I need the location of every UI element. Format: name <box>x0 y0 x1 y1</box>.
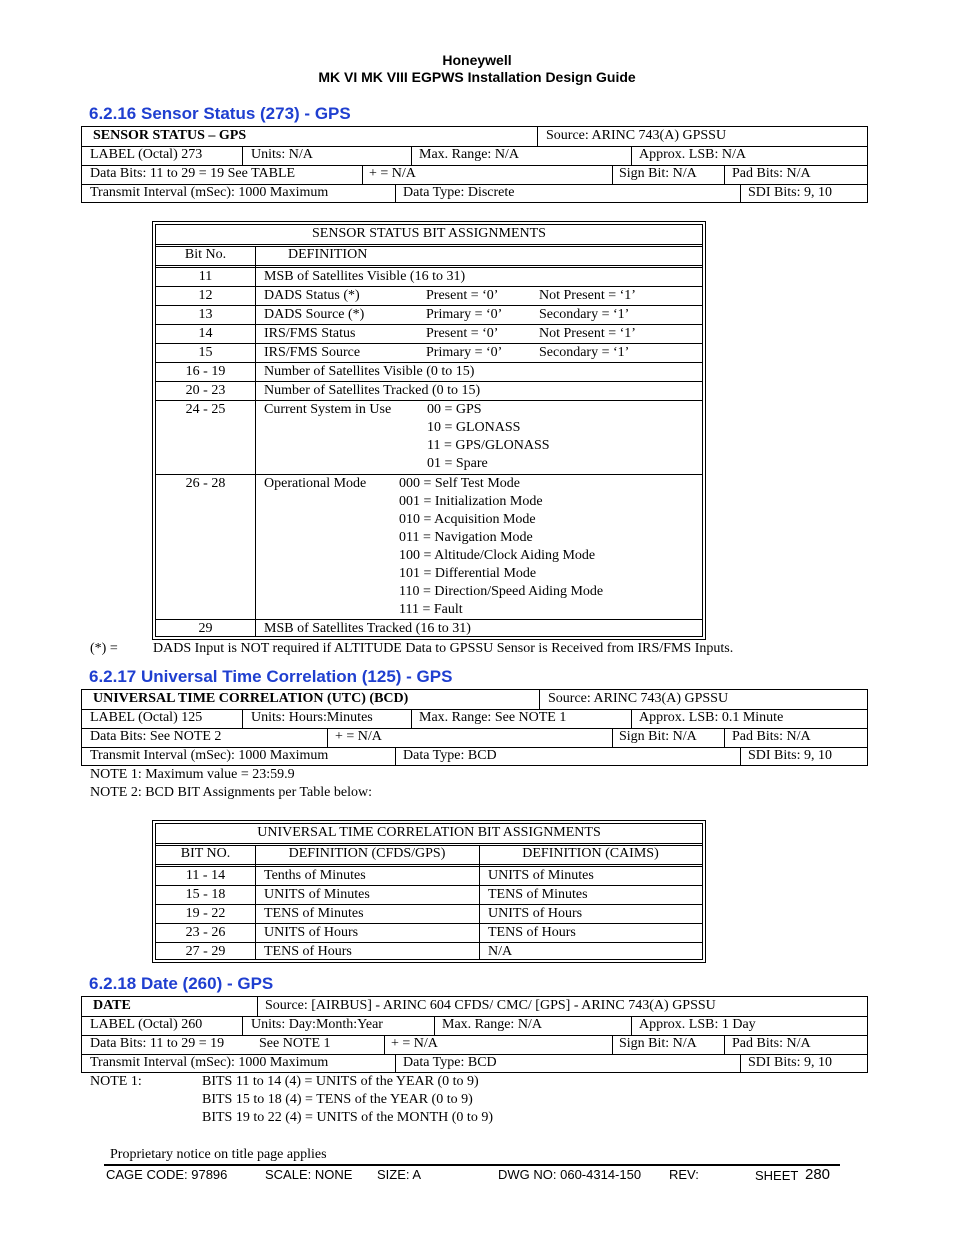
label-source: Source: [AIRBUS] - ARINC 604 CFDS/ CMC/ [GPS] - ARINC 743(A) GPSSU <box>265 998 716 1013</box>
label-units: Units: Hours:Minutes <box>251 710 373 725</box>
bit-value: 00 = GPS <box>427 402 482 417</box>
bit-definition: DADS Status (*) <box>264 288 360 303</box>
utc-bit: 27 - 29 <box>185 944 226 959</box>
label-max-range: Max. Range: N/A <box>442 1017 542 1032</box>
utc-def-caims: UNITS of Hours <box>488 906 583 921</box>
date-note-line: BITS 15 to 18 (4) = TENS of the YEAR (0 to 9) <box>202 1092 473 1107</box>
label-spec-table-273 <box>81 126 868 203</box>
label-max-range: Max. Range: N/A <box>419 147 519 162</box>
bit-value: 101 = Differential Mode <box>399 566 537 581</box>
bit-definition: Number of Satellites Tracked (0 to 15) <box>264 383 481 398</box>
bit-value: 001 = Initialization Mode <box>399 494 543 509</box>
bit-definition: IRS/FMS Source <box>264 345 361 360</box>
utc-def-caims: TENS of Hours <box>488 925 576 940</box>
bit-number: 24 - 25 <box>185 402 226 417</box>
bit-value: 01 = Spare <box>427 456 488 471</box>
bit-number: 11 <box>198 269 213 284</box>
date-note-line: BITS 19 to 22 (4) = UNITS of the MONTH (0 to 9) <box>202 1110 493 1125</box>
utc-def-cfds: TENS of Minutes <box>264 906 364 921</box>
proprietary-notice: Proprietary notice on title page applies <box>110 1147 327 1162</box>
label-spec-table-125 <box>81 689 868 766</box>
label-pad-bits: Pad Bits: N/A <box>732 729 811 744</box>
label-plus-equals: + = N/A <box>369 166 416 181</box>
label-name: DATE <box>93 998 131 1013</box>
company-name: Honeywell <box>442 52 512 68</box>
label-data-bits: Data Bits: 11 to 29 = 19 See TABLE <box>90 166 296 181</box>
utc-bit: 15 - 18 <box>185 887 226 902</box>
label-lsb: Approx. LSB: 1 Day <box>639 1017 756 1032</box>
label-lsb: Approx. LSB: N/A <box>639 147 746 162</box>
bit-value: 000 = Self Test Mode <box>399 476 520 491</box>
label-max-range: Max. Range: See NOTE 1 <box>419 710 567 725</box>
bit-number: 16 - 19 <box>185 364 226 379</box>
label-data-bits-note: See NOTE 1 <box>259 1036 331 1051</box>
bit-definition: Current System in Use <box>264 402 392 417</box>
sheet-label: SHEET <box>755 1168 799 1183</box>
utc-bit-table <box>152 820 706 963</box>
label-data-type: Data Type: BCD <box>403 748 497 763</box>
bit-value: 010 = Acquisition Mode <box>399 512 536 527</box>
utc-def-caims: TENS of Minutes <box>488 887 588 902</box>
bit-value-0: Present = ‘0’ <box>426 288 499 303</box>
col-header-definition: DEFINITION <box>288 247 368 262</box>
bit-definition: Number of Satellites Visible (0 to 15) <box>264 364 475 379</box>
label-plus-equals: + = N/A <box>335 729 382 744</box>
bit-definition: IRS/FMS Status <box>264 326 356 341</box>
utc-bit: 11 - 14 <box>185 868 226 883</box>
col-header-caims: DEFINITION (CAIMS) <box>522 846 659 861</box>
bit-value: 11 = GPS/GLONASS <box>427 438 550 453</box>
section-heading-sensor-status: 6.2.16 Sensor Status (273) - GPS <box>89 104 351 123</box>
sensor-status-bit-table <box>152 221 706 640</box>
date-note-key: NOTE 1: <box>90 1074 142 1089</box>
bit-definition: DADS Source (*) <box>264 307 365 322</box>
bit-value-1: Not Present = ‘1’ <box>539 326 636 341</box>
sheet-number: 280 <box>805 1166 831 1183</box>
bit-number: 29 <box>198 621 213 636</box>
bit-value-1: Secondary = ‘1’ <box>539 307 630 322</box>
label-octal: LABEL (Octal) 260 <box>90 1017 203 1032</box>
label-source: Source: ARINC 743(A) GPSSU <box>548 691 729 706</box>
label-units: Units: N/A <box>251 147 313 162</box>
bit-number: 12 <box>198 288 213 303</box>
label-name: SENSOR STATUS – GPS <box>93 128 247 143</box>
section-heading-date: 6.2.18 Date (260) - GPS <box>89 974 274 993</box>
label-sign-bit: Sign Bit: N/A <box>619 729 697 744</box>
note-1: NOTE 1: Maximum value = 23:59.9 <box>90 767 295 782</box>
label-sdi-bits: SDI Bits: 9, 10 <box>748 185 833 200</box>
label-octal: LABEL (Octal) 273 <box>90 147 203 162</box>
cage-code: CAGE CODE: 97896 <box>106 1167 228 1182</box>
utc-def-caims: UNITS of Minutes <box>488 868 594 883</box>
col-header-bit: Bit No. <box>184 247 227 262</box>
size: SIZE: A <box>377 1167 422 1182</box>
bit-value: 111 = Fault <box>399 602 463 617</box>
note-text: DADS Input is NOT required if ALTITUDE Data to GPSSU Sensor is Received from IRS/FMS Inputs. <box>153 641 734 656</box>
label-units: Units: Day:Month:Year <box>251 1017 383 1032</box>
bit-number: 20 - 23 <box>185 383 226 398</box>
document-title: MK VI MK VIII EGPWS Installation Design Guide <box>318 69 636 85</box>
bit-definition: MSB of Satellites Visible (16 to 31) <box>264 269 466 284</box>
label-name: UNIVERSAL TIME CORRELATION (UTC) (BCD) <box>93 691 409 706</box>
utc-def-caims: N/A <box>488 944 513 959</box>
utc-def-cfds: TENS of Hours <box>264 944 352 959</box>
revision: REV: <box>669 1167 699 1182</box>
label-source: Source: ARINC 743(A) GPSSU <box>546 128 727 143</box>
label-sign-bit: Sign Bit: N/A <box>619 1036 697 1051</box>
label-lsb: Approx. LSB: 0.1 Minute <box>639 710 784 725</box>
bit-number: 13 <box>198 307 213 322</box>
bit-value-0: Primary = ‘0’ <box>426 345 503 360</box>
bit-definition: MSB of Satellites Tracked (16 to 31) <box>264 621 471 636</box>
bit-value-0: Primary = ‘0’ <box>426 307 503 322</box>
label-transmit-interval: Transmit Interval (mSec): 1000 Maximum <box>90 748 329 763</box>
label-transmit-interval: Transmit Interval (mSec): 1000 Maximum <box>90 1055 329 1070</box>
col-header-bit: BIT NO. <box>180 846 231 861</box>
bit-definition: Operational Mode <box>264 476 367 491</box>
utc-bit: 19 - 22 <box>185 906 226 921</box>
label-sign-bit: Sign Bit: N/A <box>619 166 697 181</box>
label-data-type: Data Type: Discrete <box>403 185 515 200</box>
utc-bit: 23 - 26 <box>185 925 226 940</box>
bit-number: 15 <box>198 345 213 360</box>
bit-number: 26 - 28 <box>185 476 226 491</box>
bit-value: 110 = Direction/Speed Aiding Mode <box>399 584 604 599</box>
col-header-cfds: DEFINITION (CFDS/GPS) <box>288 846 446 861</box>
utc-def-cfds: Tenths of Minutes <box>264 868 366 883</box>
label-sdi-bits: SDI Bits: 9, 10 <box>748 1055 833 1070</box>
drawing-number: DWG NO: 060-4314-150 <box>498 1167 642 1182</box>
bit-value: 10 = GLONASS <box>427 420 521 435</box>
bit-value-1: Secondary = ‘1’ <box>539 345 630 360</box>
label-pad-bits: Pad Bits: N/A <box>732 1036 811 1051</box>
label-plus-equals: + = N/A <box>391 1036 438 1051</box>
footer-rule <box>104 1164 840 1166</box>
bit-value-0: Present = ‘0’ <box>426 326 499 341</box>
note-2: NOTE 2: BCD BIT Assignments per Table below: <box>90 785 372 800</box>
label-data-bits: Data Bits: See NOTE 2 <box>90 729 222 744</box>
scale: SCALE: NONE <box>265 1167 353 1182</box>
note-key: (*) = <box>90 641 118 656</box>
bit-value-1: Not Present = ‘1’ <box>539 288 636 303</box>
date-note-line: BITS 11 to 14 (4) = UNITS of the YEAR (0 to 9) <box>202 1074 479 1089</box>
section-heading-utc: 6.2.17 Universal Time Correlation (125) - GPS <box>89 667 453 686</box>
utc-def-cfds: UNITS of Hours <box>264 925 359 940</box>
label-octal: LABEL (Octal) 125 <box>90 710 203 725</box>
label-data-type: Data Type: BCD <box>403 1055 497 1070</box>
label-pad-bits: Pad Bits: N/A <box>732 166 811 181</box>
label-data-bits: Data Bits: 11 to 29 = 19 <box>90 1036 225 1051</box>
label-transmit-interval: Transmit Interval (mSec): 1000 Maximum <box>90 185 329 200</box>
utc-def-cfds: UNITS of Minutes <box>264 887 370 902</box>
label-spec-table-260 <box>81 996 868 1073</box>
utc-table-title: UNIVERSAL TIME CORRELATION BIT ASSIGNMENTS <box>257 825 601 840</box>
bit-value: 011 = Navigation Mode <box>399 530 533 545</box>
bit-value: 100 = Altitude/Clock Aiding Mode <box>399 548 596 563</box>
bit-number: 14 <box>198 326 213 341</box>
label-sdi-bits: SDI Bits: 9, 10 <box>748 748 833 763</box>
bit-table-title: SENSOR STATUS BIT ASSIGNMENTS <box>312 226 546 241</box>
